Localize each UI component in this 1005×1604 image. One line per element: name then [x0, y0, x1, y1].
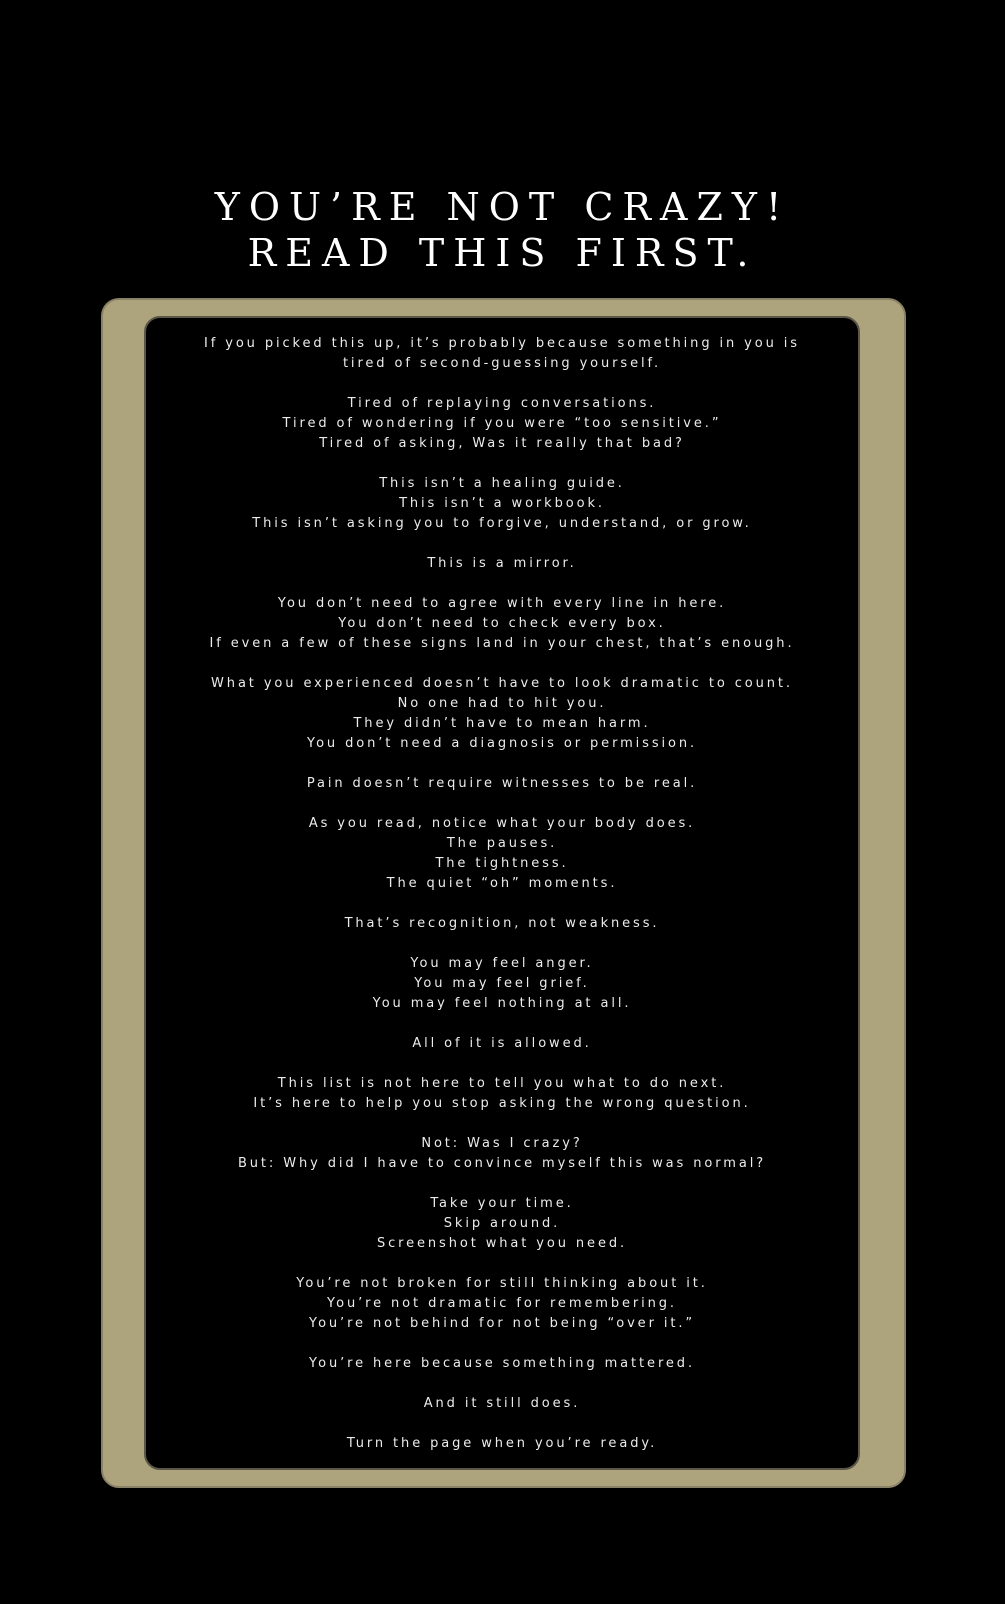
paragraph	[144, 334, 860, 374]
text-line: Screenshot what you need.	[376, 1236, 628, 1251]
text-line: What you experienced doesn’t have to look dramatic to count.	[211, 676, 793, 691]
text-line: The quiet “oh” moments.	[386, 876, 618, 891]
paragraph	[144, 1074, 860, 1114]
text-line: You’re not behind for not being “over it.”	[308, 1316, 696, 1331]
text-line: It’s here to help you stop asking the wrong question.	[253, 1096, 751, 1111]
paragraph	[144, 1134, 860, 1174]
text-line: This isn’t a healing guide.	[379, 476, 625, 491]
text-line: As you read, notice what your body does.	[308, 816, 696, 831]
text-line: All of it is allowed.	[412, 1036, 592, 1051]
text-line: You’re not dramatic for remembering.	[327, 1296, 677, 1311]
paragraph	[144, 554, 860, 574]
text-line: Not: Was I crazy?	[421, 1136, 583, 1151]
text-line: And it still does.	[423, 1396, 581, 1411]
text-line: You may feel anger.	[410, 956, 594, 971]
text-line: You may feel grief.	[414, 976, 590, 991]
text-line: This isn’t asking you to forgive, understand, or grow.	[252, 516, 752, 531]
text-line: This list is not here to tell you what to do next.	[277, 1076, 727, 1091]
paragraph	[144, 674, 860, 754]
text-line: You don’t need a diagnosis or permission.	[306, 736, 698, 751]
paragraph	[144, 1034, 860, 1054]
paragraph	[144, 1274, 860, 1334]
page-title	[0, 184, 1005, 276]
text-line: You’re not broken for still thinking about it.	[296, 1276, 708, 1291]
text-line: Tired of asking, Was it really that bad?	[319, 436, 685, 451]
title-line-2: READ THIS FIRST.	[247, 231, 758, 275]
text-line: Pain doesn’t require witnesses to be real.	[306, 776, 698, 791]
paragraph	[144, 1194, 860, 1254]
text-line: Skip around.	[443, 1216, 561, 1231]
paragraph	[144, 814, 860, 894]
text-line: Take your time.	[430, 1196, 574, 1211]
text-line: You may feel nothing at all.	[372, 996, 632, 1011]
text-line: The tightness.	[435, 856, 569, 871]
paragraph	[144, 914, 860, 934]
text-line: They didn’t have to mean harm.	[353, 716, 651, 731]
paragraph	[144, 394, 860, 454]
paragraph	[144, 1394, 860, 1414]
text-line: That’s recognition, not weakness.	[344, 916, 660, 931]
text-line: This is a mirror.	[427, 556, 577, 571]
paragraph	[144, 1354, 860, 1374]
paragraph	[144, 594, 860, 654]
text-line: Tired of wondering if you were “too sensitive.”	[282, 416, 722, 431]
text-line: If you picked this up, it’s probably because something in you is	[203, 336, 800, 351]
paragraph	[144, 954, 860, 1014]
title-line-1: YOU’RE NOT CRAZY!	[214, 185, 791, 229]
body-text	[144, 334, 860, 1454]
text-line: The pauses.	[446, 836, 558, 851]
text-line: You don’t need to agree with every line in here.	[277, 596, 727, 611]
text-line: Turn the page when you’re ready.	[346, 1436, 658, 1451]
text-line: Tired of replaying conversations.	[347, 396, 657, 411]
paragraph	[144, 474, 860, 534]
paragraph	[144, 1434, 860, 1454]
text-line: tired of second-guessing yourself.	[342, 356, 662, 371]
text-line: You’re here because something mattered.	[309, 1356, 695, 1371]
text-line: If even a few of these signs land in your chest, that’s enough.	[209, 636, 795, 651]
text-line: No one had to hit you.	[397, 696, 607, 711]
text-line: This isn’t a workbook.	[399, 496, 605, 511]
text-line: But: Why did I have to convince myself this was normal?	[237, 1156, 767, 1171]
text-line: You don’t need to check every box.	[338, 616, 666, 631]
paragraph	[144, 774, 860, 794]
